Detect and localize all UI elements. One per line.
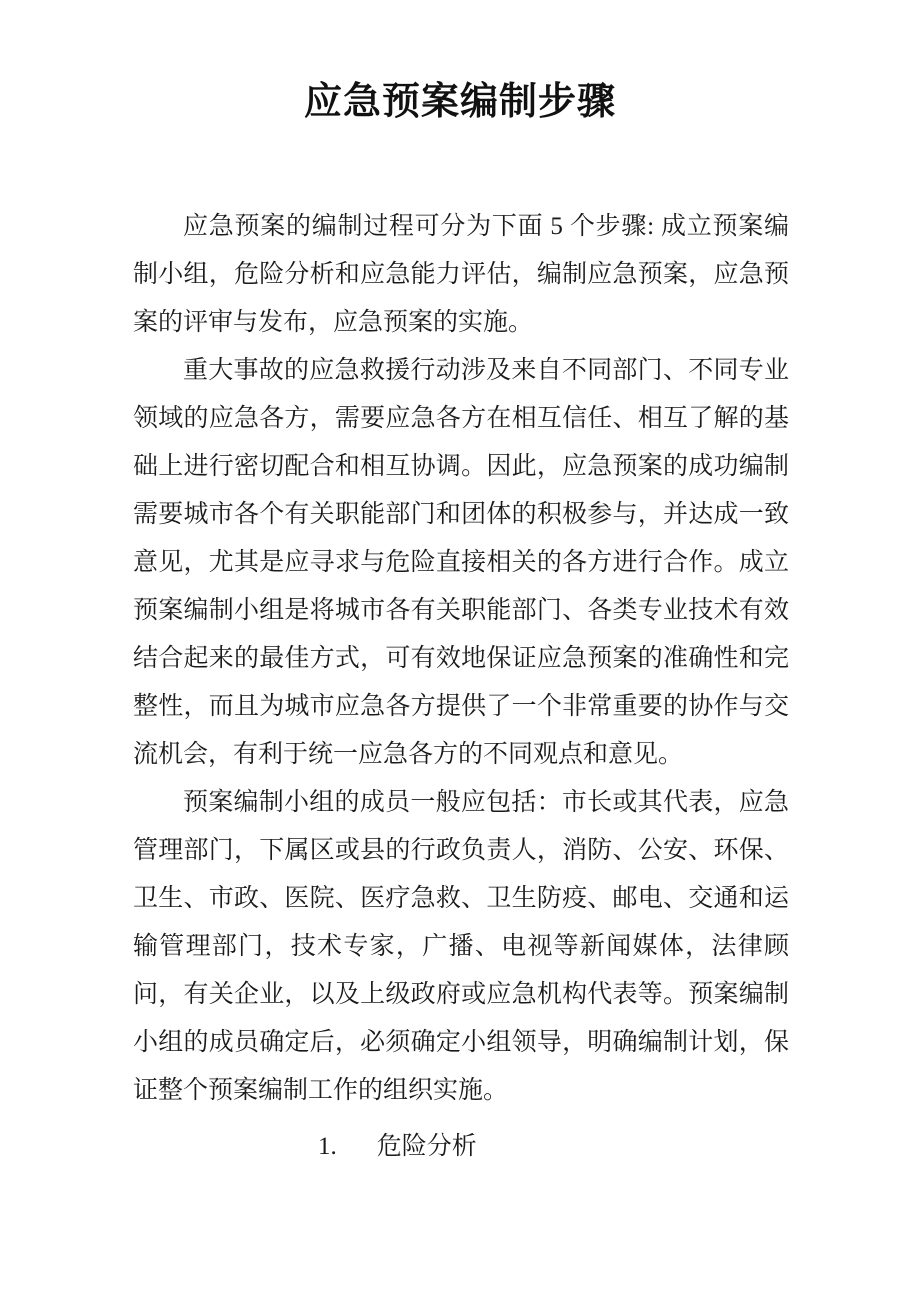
numbered-heading-label: 危险分析: [376, 1133, 477, 1160]
paragraph: 重大事故的应急救援行动涉及来自不同部门、不同专业领域的应急各方，需要应急各方在相互信任、相互了解的基础上进行密切配合和相互协调。因此，应急预案的成功编制需要城市各个有关职能部门和团体的积极参与，并达成一致意见，尤其是应寻求与危险直接相关的各方进行合作。成立预案编制小组是将城市各有关职能部门、各类专业技术有效结合起来的最佳方式，可有效地保证应急预案的准确性和完整性，而且为城市应急各方提供了一个非常重要的协作与交流机会，有利于统一应急各方的不同观点和意见。: [133, 357, 789, 768]
paragraph: 预案编制小组的成员一般应包括：市长或其代表，应急管理部门，下属区或县的行政负责人，消防、公安、环保、卫生、市政、医院、医疗急救、卫生防疫、邮电、交通和运输管理部门，技术专家，广播、电视等新闻媒体，法律顾问，有关企业，以及上级政府或应急机构代表等。预案编制小组的成员确定后，必须确定小组领导，明确编制计划，保证整个预案编制工作的组织实施。: [133, 789, 789, 1104]
document-body: [133, 203, 789, 1171]
numbered-heading: [318, 1123, 789, 1171]
paragraph: 应急预案的编制过程可分为下面 5 个步骤: 成立预案编制小组，危险分析和应急能力评估，编制应急预案，应急预案的评审与发布，应急预案的实施。: [133, 213, 789, 336]
paragraphs: [133, 203, 789, 1115]
numbered-heading-number: 1.: [318, 1133, 337, 1160]
document-title: 应急预案编制步骤: [303, 81, 616, 123]
